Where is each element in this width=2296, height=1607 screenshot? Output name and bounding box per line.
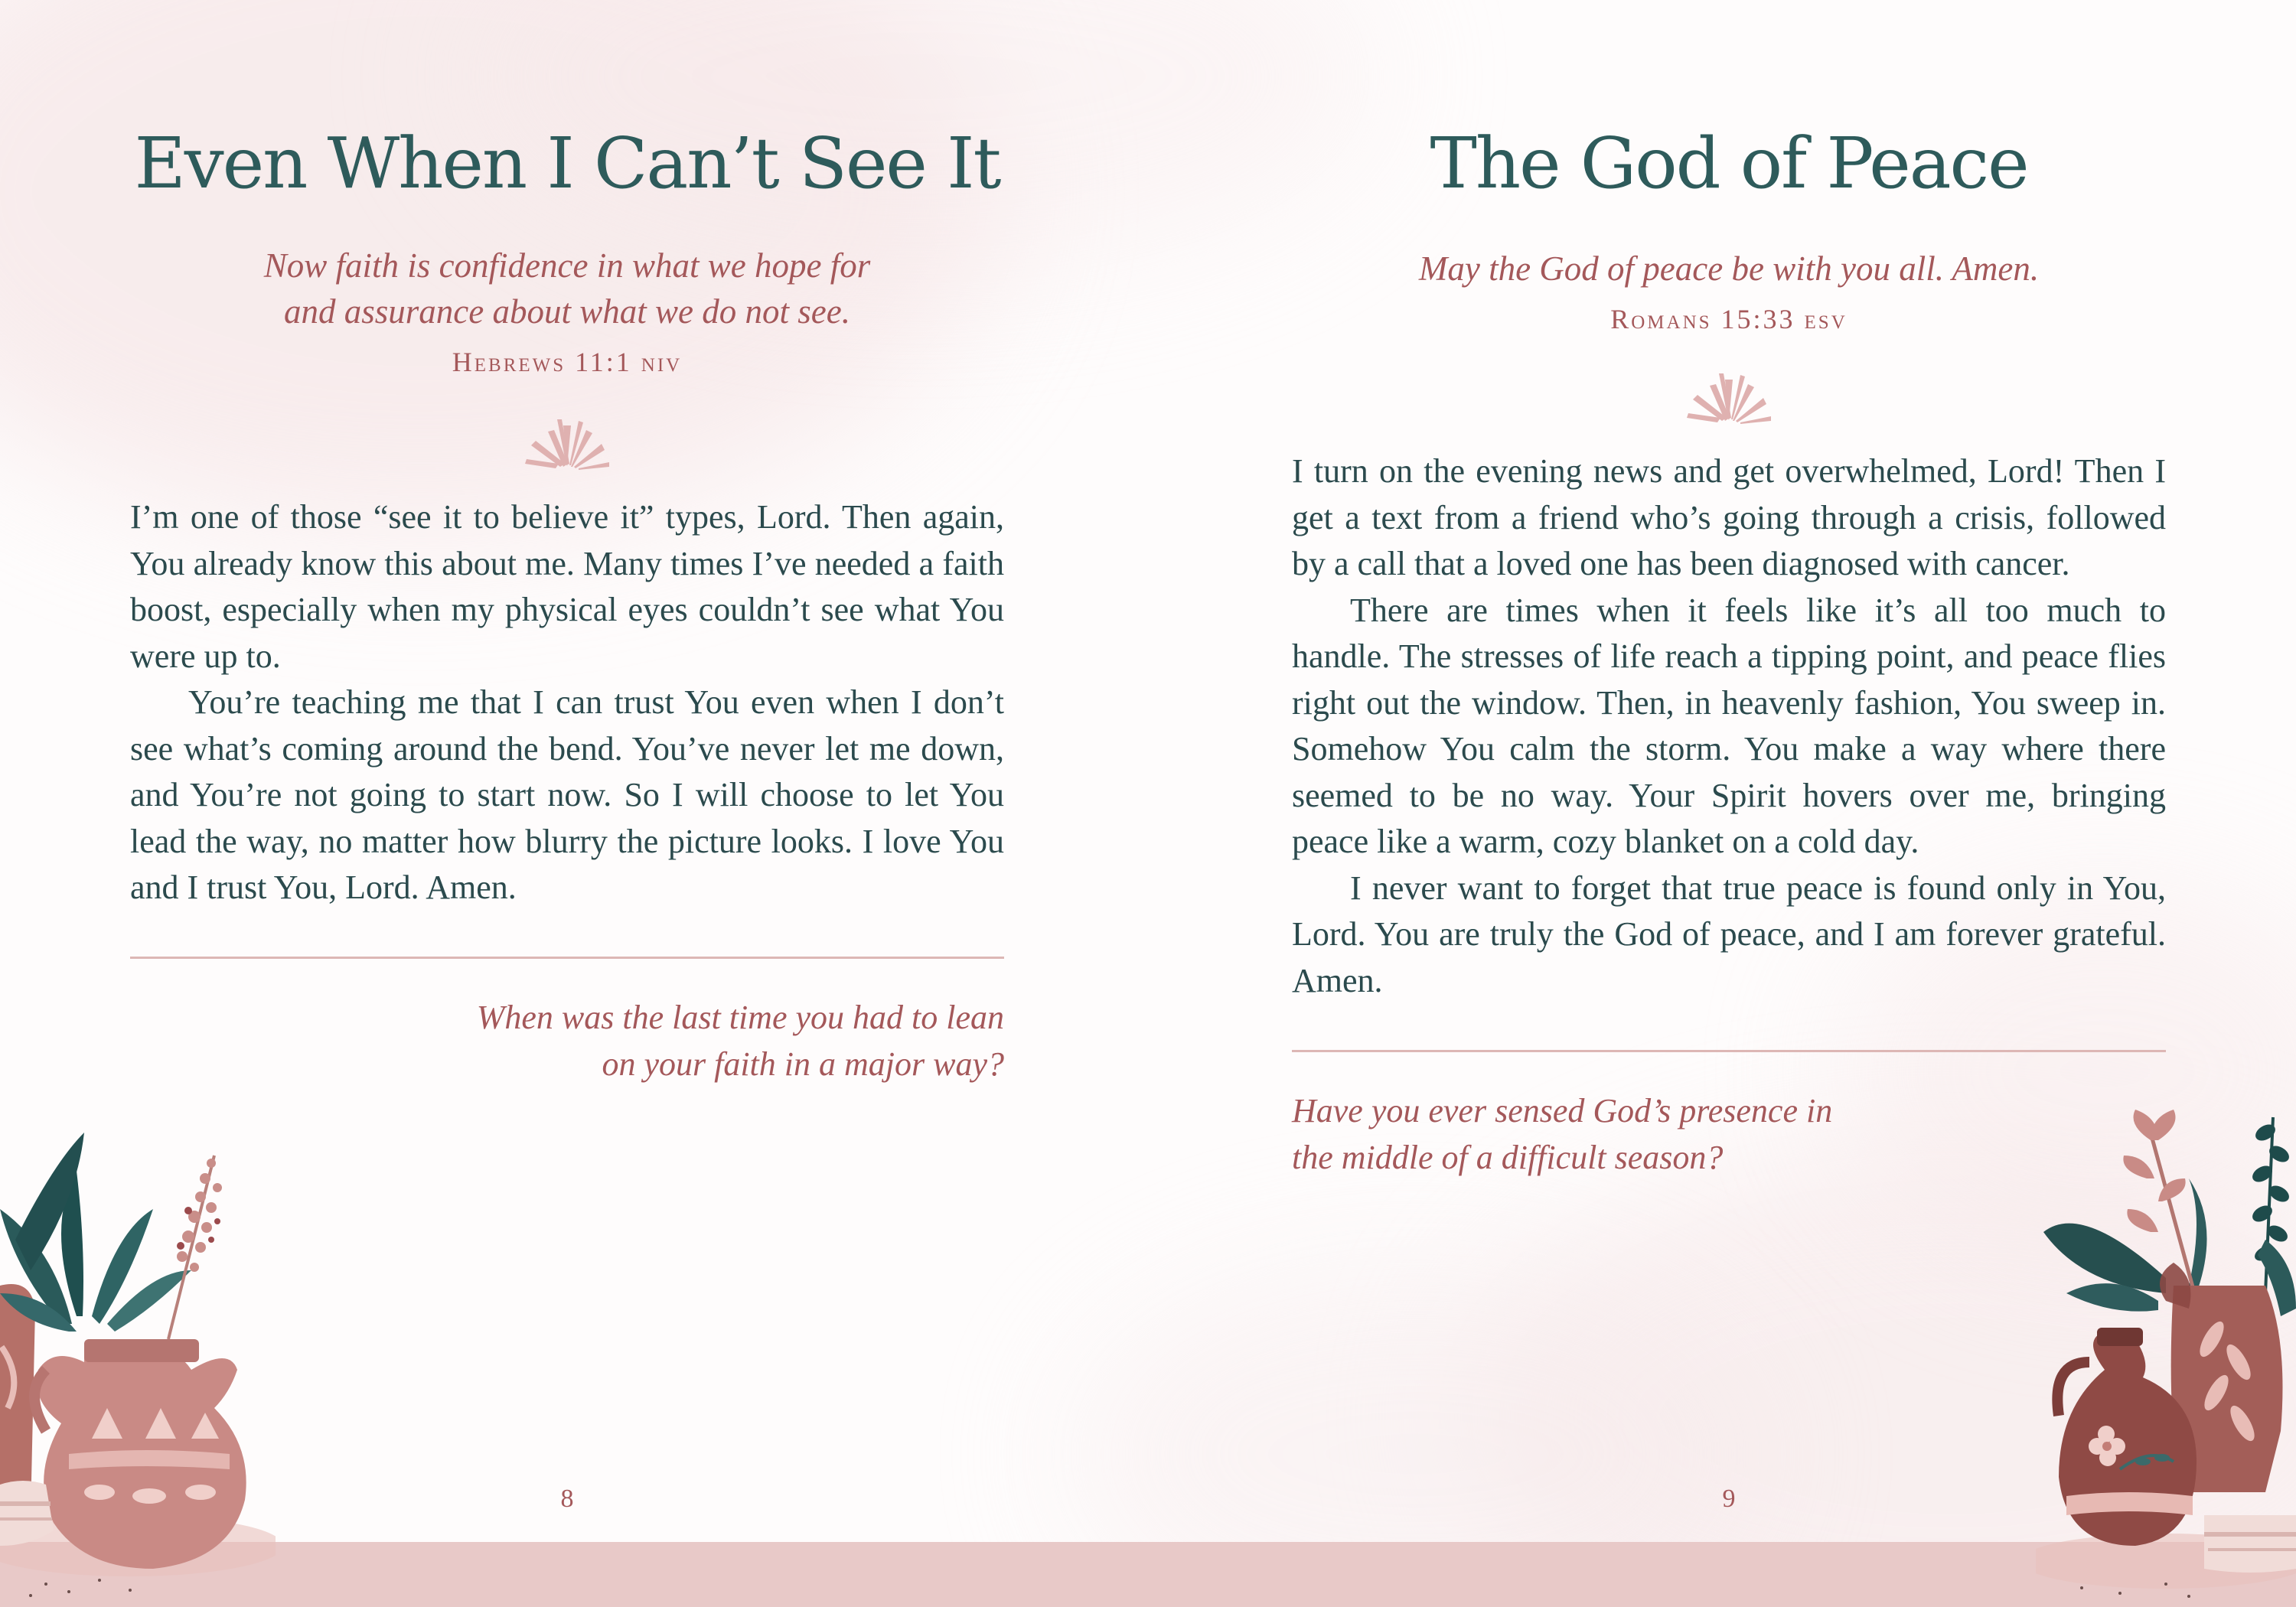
page-number: 9 bbox=[1722, 1485, 1736, 1513]
body-paragraph: I never want to forget that true peace is found only in You, Lord. You are truly the God of peace, and I am forever grateful. Amen. bbox=[1292, 869, 2166, 999]
reflection-prompt-line: When was the last time you had to lean bbox=[476, 999, 1004, 1036]
scripture-verse-line: Now faith is confidence in what we hope for bbox=[263, 246, 871, 285]
body-paragraph: I turn on the evening news and get overwhelmed, Lord! Then I get a text from a friend who’s going through a crisis, followed by a call that a loved one has been diagnosed with cancer. bbox=[1292, 452, 2166, 582]
body-paragraph: I’m one of those “see it to believe it” types, Lord. Then again, You already know this about me. Many times I’ve needed a faith boost, especially when my physical eyes couldn’t see what You were up to. bbox=[130, 498, 1004, 675]
divider-rule bbox=[130, 957, 1004, 959]
reflection-prompt-line: on your faith in a major way? bbox=[602, 1045, 1004, 1083]
devotional-body bbox=[1292, 448, 2166, 1004]
potted-plants-left bbox=[0, 1117, 276, 1607]
scripture-verse-line: May the God of peace be with you all. Amen. bbox=[1418, 249, 2040, 288]
grass-sprig-icon bbox=[1687, 364, 1771, 425]
potted-plants-right bbox=[2036, 1110, 2296, 1607]
reflection-prompt bbox=[1292, 1088, 1981, 1181]
page-title: The God of Peace bbox=[1430, 122, 2028, 204]
body-paragraph: There are times when it feels like it’s all too much to handle. The stresses of life reach a tipping point, and peace flies right out the window. Then, in heavenly fashion, You sweep in. Somehow You calm the storm. You make a way where there seemed to be no way. Your Spirit hovers over me, bringing peace like a warm, cozy blanket on a cold day. bbox=[1292, 591, 2166, 860]
scripture-reference: Hebrews 11:1 niv bbox=[452, 347, 683, 377]
reflection-prompt bbox=[315, 995, 1004, 1087]
reflection-prompt-line: Have you ever sensed God’s presence in bbox=[1292, 1092, 1833, 1129]
reflection-prompt-line: the middle of a difficult season? bbox=[1292, 1138, 1724, 1176]
scripture-verse-line: and assurance about what we do not see. bbox=[284, 292, 850, 331]
devotional-body bbox=[130, 494, 1004, 911]
page-number: 8 bbox=[560, 1485, 574, 1513]
scripture-reference: Romans 15:33 esv bbox=[1610, 304, 1848, 334]
body-paragraph: You’re teaching me that I can trust You even when I don’t see what’s coming around the bend. You’ve never let me down, and You’re not going to start now. So I will choose to let You lead the way, no matter how blurry the picture looks. I love You and I trust You, Lord. Amen. bbox=[130, 683, 1004, 906]
grass-sprig-icon bbox=[525, 410, 609, 471]
right-page bbox=[1292, 0, 2166, 1542]
divider-rule bbox=[1292, 1050, 2166, 1052]
page-title: Even When I Can’t See It bbox=[134, 122, 1000, 204]
ground-strip bbox=[0, 1542, 2296, 1607]
